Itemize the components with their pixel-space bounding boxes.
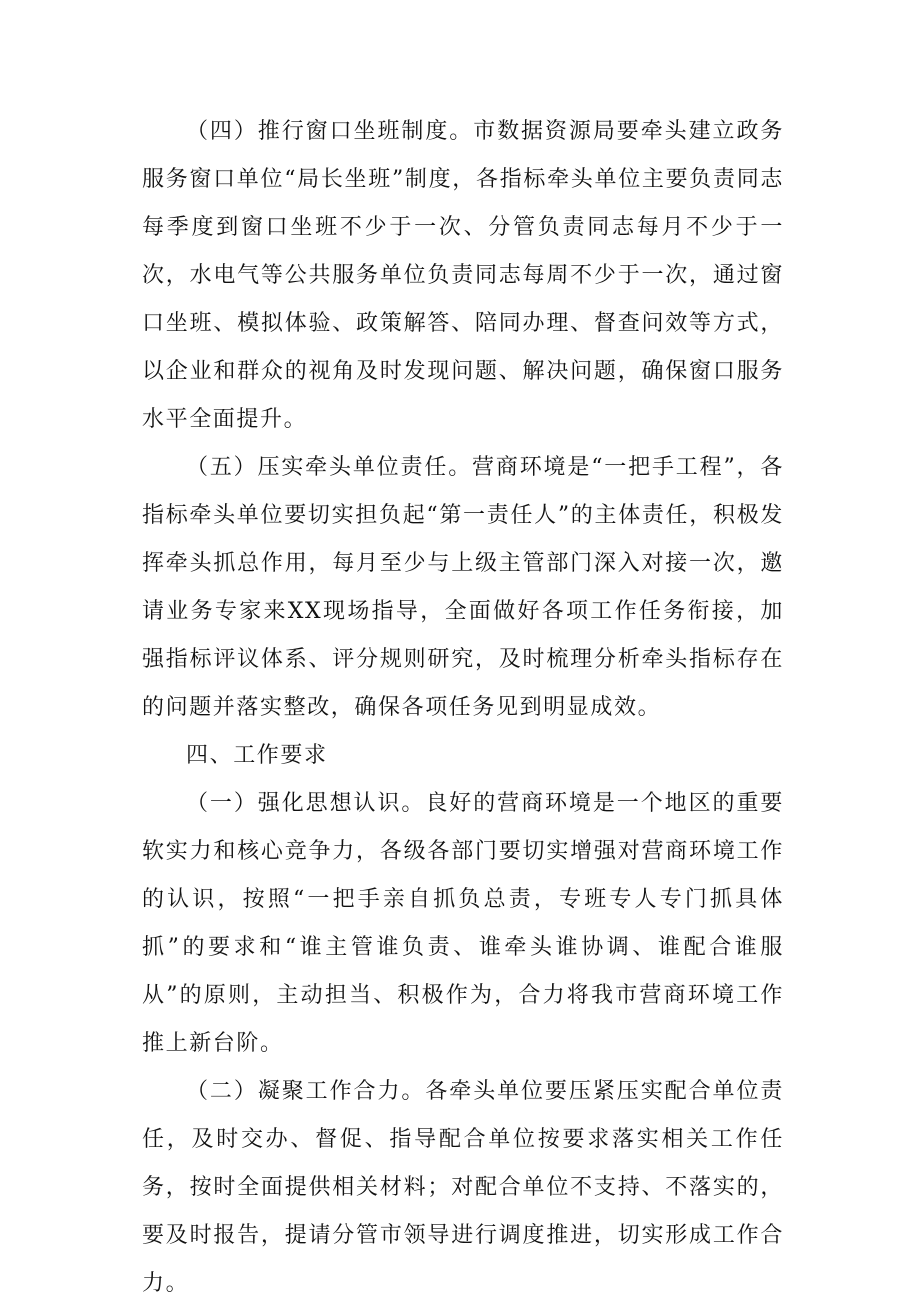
paragraph-unite-efforts: （二）凝聚工作合力。各牵头单位要压紧压实配合单位责任，及时交办、督促、指导配合单位按要求落实相关工作任务，按时全面提供相关材料；对配合单位不支持、不落实的，要及时报告，提请分管市领导进行调度推进，切实形成工作合力。 (142, 1079, 784, 1296)
section-heading-work-requirements: 四、工作要求 (186, 743, 328, 768)
paragraph-strengthen-awareness: （一）强化思想认识。良好的营商环境是一个地区的重要软实力和核心竞争力，各级各部门要切实增强对营商环境工作的认识，按照“一把手亲自抓负总责，专班专人专门抓具体抓”的要求和“谁主管谁负责、谁牵头谁协调、谁配合谁服从”的原则，主动担当、积极作为，合力将我市营商环境工作推上新台阶。 (142, 791, 784, 1056)
document-body (142, 108, 784, 1308)
paragraph-window-duty-system: （四）推行窗口坐班制度。市数据资源局要牵头建立政务服务窗口单位“局长坐班”制度，各指标牵头单位主要负责同志每季度到窗口坐班不少于一次、分管负责同志每月不少于一次，水电气等公共服务单位负责同志每周不少于一次，通过窗口坐班、模拟体验、政策解答、陪同办理、督查问效等方式，以企业和群众的视角及时发现问题、解决问题，确保窗口服务水平全面提升。 (142, 119, 784, 432)
paragraph-lead-unit-responsibility: （五）压实牵头单位责任。营商环境是“一把手工程”，各指标牵头单位要切实担负起“第一责任人”的主体责任，积极发挥牵头抓总作用，每月至少与上级主管部门深入对接一次，邀请业务专家来XX现场指导，全面做好各项工作任务衔接，加强指标评议体系、评分规则研究，及时梳理分析牵头指标存在的问题并落实整改，确保各项任务见到明显成效。 (142, 455, 784, 720)
